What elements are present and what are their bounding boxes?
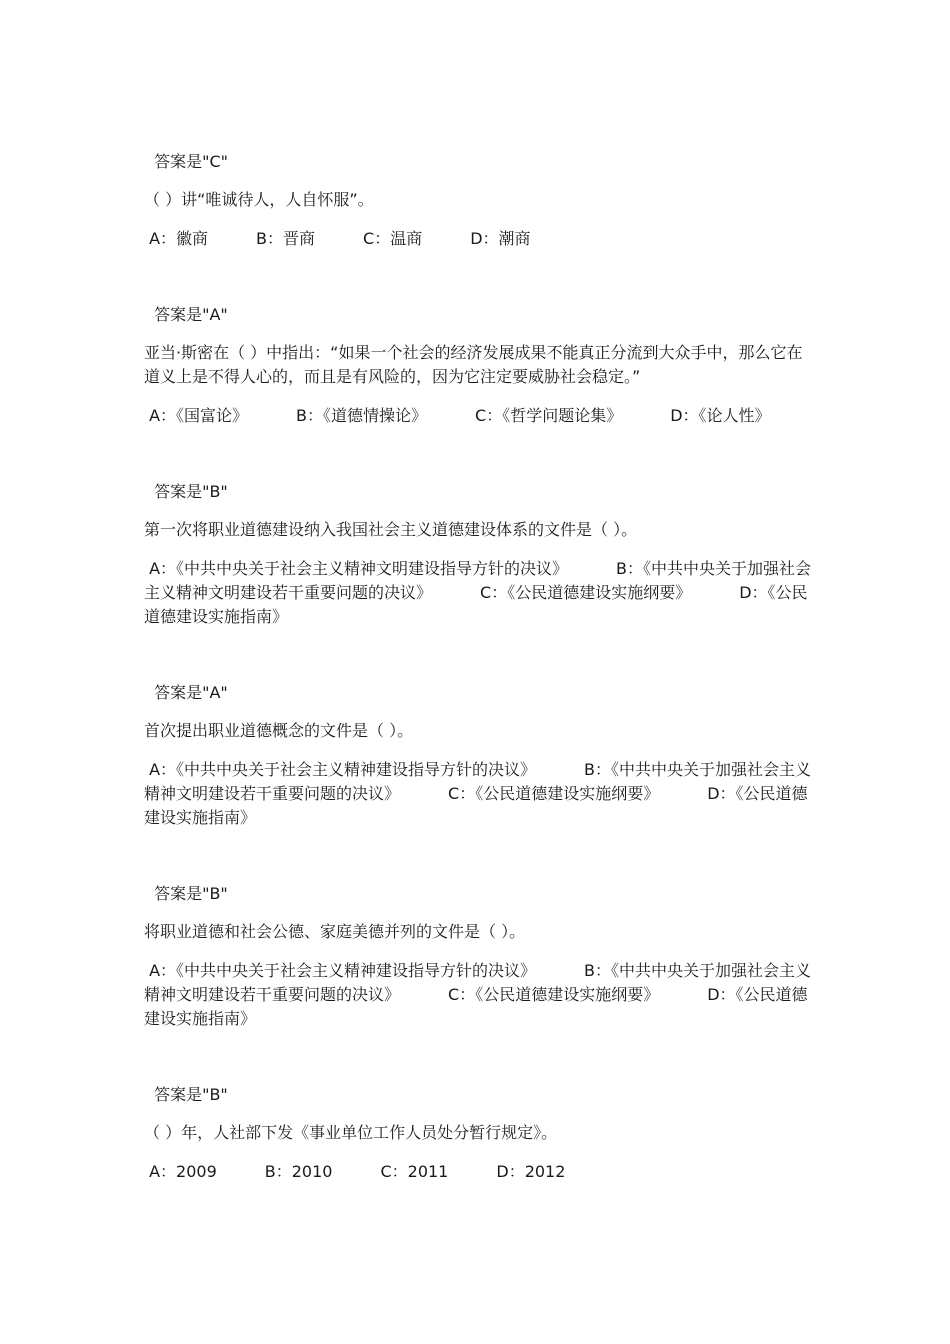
question-block	[144, 882, 814, 1031]
question-text: 将职业道德和社会公德、家庭美德并列的文件是（ ）。	[144, 922, 526, 941]
options-line	[144, 758, 814, 830]
question-block	[144, 480, 814, 629]
options-line	[144, 1160, 814, 1184]
question-block	[144, 150, 814, 251]
option-b: B：《中共中央关于加强社会主义精神文明建设若干重要问题的决议》	[144, 559, 812, 602]
option-b: B：晋商	[256, 229, 316, 248]
question-text: 首次提出职业道德概念的文件是（ ）。	[144, 721, 414, 740]
document-content	[144, 150, 814, 1236]
answer-line: 答案是"B"	[149, 884, 228, 903]
option-c: C：2011	[380, 1162, 449, 1181]
option-a: A：《中共中央关于社会主义精神建设指导方针的决议》	[149, 961, 537, 980]
option-d: D：《论人性》	[670, 406, 771, 425]
option-b: B：《道德情操论》	[296, 406, 428, 425]
option-a: A：《国富论》	[149, 406, 249, 425]
question-text: 亚当·斯密在（ ）中指出：“如果一个社会的经济发展成果不能真正分流到大众手中，那么它在道义上是不得人心的，而且是有风险的，因为它注定要威胁社会稳定。”	[144, 343, 803, 386]
option-c: C：《公民道德建设实施纲要》	[480, 583, 692, 602]
option-d: D：潮商	[470, 229, 531, 248]
option-d: D：《公民道德建设实施指南》	[144, 583, 808, 626]
options-line	[144, 959, 814, 1031]
answer-line: 答案是"A"	[149, 305, 228, 324]
answer-line: 答案是"B"	[149, 1085, 228, 1104]
option-a: A：《中共中央关于社会主义精神文明建设指导方针的决议》	[149, 559, 569, 578]
option-b: B：2010	[264, 1162, 333, 1181]
answer-line: 答案是"A"	[149, 683, 228, 702]
option-c: C：《哲学问题论集》	[475, 406, 623, 425]
option-a: A：2009	[149, 1162, 217, 1181]
option-d: D：《公民道德建设实施指南》	[144, 985, 808, 1028]
answer-line: 答案是"C"	[149, 152, 228, 171]
option-d: D：《公民道德建设实施指南》	[144, 784, 808, 827]
option-b: B：《中共中央关于加强社会主义精神文明建设若干重要问题的决议》	[144, 760, 812, 803]
option-b: B：《中共中央关于加强社会主义精神文明建设若干重要问题的决议》	[144, 961, 812, 1004]
options-line	[144, 404, 814, 428]
question-text: （ ）讲“唯诚待人，人自怀服”。	[144, 190, 374, 209]
question-block	[144, 681, 814, 830]
option-a: A：徽商	[149, 229, 209, 248]
options-line	[144, 227, 814, 251]
option-c: C：《公民道德建设实施纲要》	[448, 784, 660, 803]
option-c: C：《公民道德建设实施纲要》	[448, 985, 660, 1004]
question-text: （ ）年，人社部下发《事业单位工作人员处分暂行规定》。	[144, 1123, 558, 1142]
option-a: A：《中共中央关于社会主义精神建设指导方针的决议》	[149, 760, 537, 779]
question-text: 第一次将职业道德建设纳入我国社会主义道德建设体系的文件是（ ）。	[144, 520, 638, 539]
answer-line: 答案是"B"	[149, 482, 228, 501]
question-block	[144, 303, 814, 428]
option-d: D：2012	[496, 1162, 566, 1181]
option-c: C：温商	[363, 229, 423, 248]
options-line	[144, 557, 814, 629]
question-block	[144, 1083, 814, 1184]
